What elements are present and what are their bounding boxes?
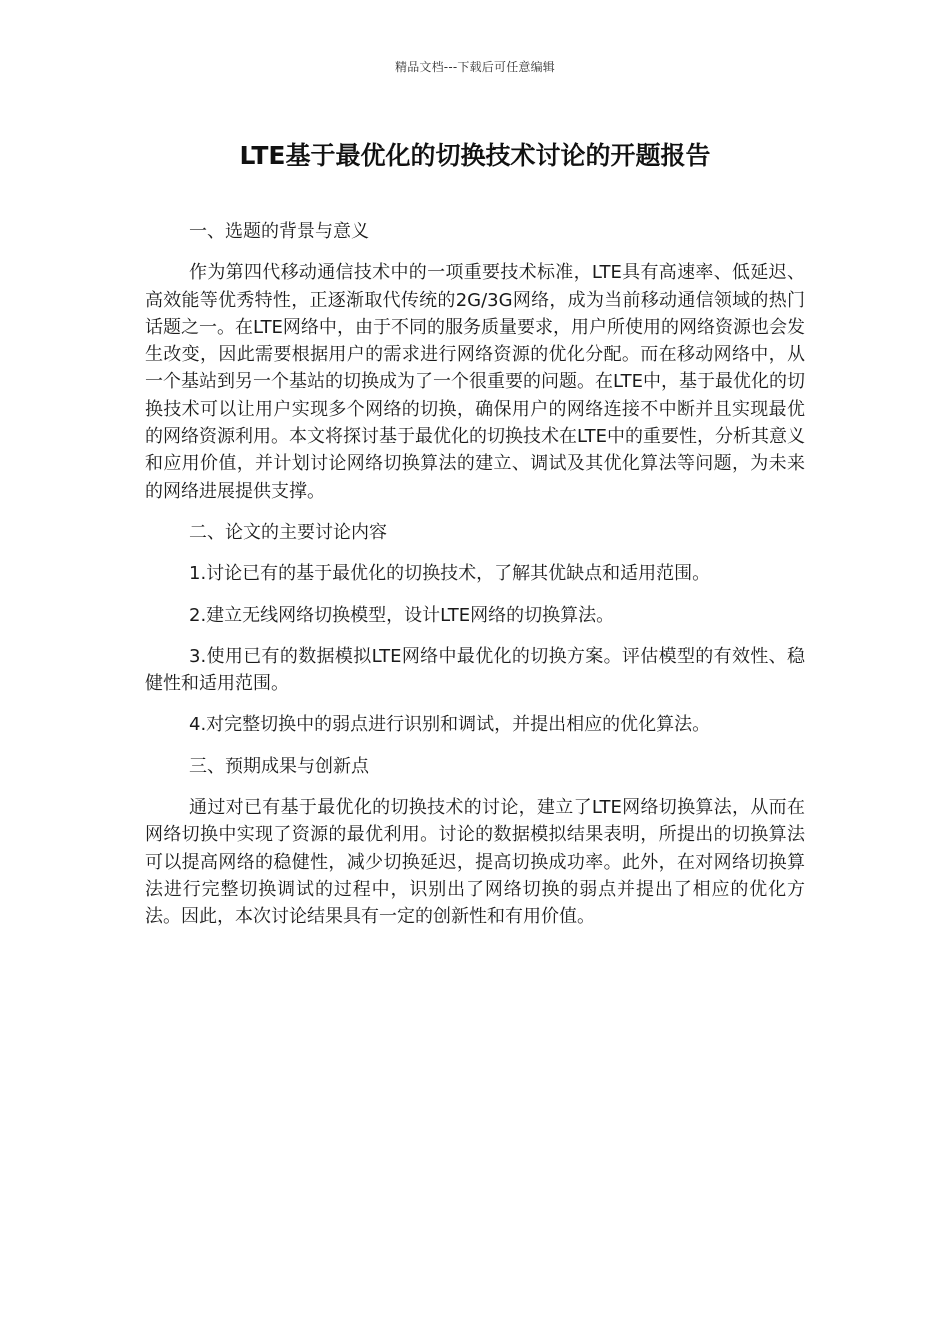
list-item-1: 1.讨论已有的基于最优化的切换技术，了解其优缺点和适用范围。 bbox=[189, 563, 711, 585]
document-body bbox=[145, 218, 805, 945]
paragraph-results: 通过对已有基于最优化的切换技术的讨论，建立了LTE网络切换算法，从而在网络切换中实现了资源的最优利用。讨论的数据模拟结果表明，所提出的切换算法可以提高网络的稳健性，减少切换延迟，提高切换成功率。此外，在对网络切换算法进行完整切换调试的过程中，识别出了网络切换的弱点并提出了相应的优化方法。因此，本次讨论结果具有一定的创新性和有用价值。 bbox=[145, 797, 805, 928]
section-heading-background: 一、选题的背景与意义 bbox=[189, 221, 369, 242]
header-note: 精品文档---下载后可任意编辑 bbox=[395, 60, 555, 74]
list-item-2: 2.建立无线网络切换模型，设计LTE网络的切换算法。 bbox=[189, 604, 615, 626]
section-heading-main-content: 二、论文的主要讨论内容 bbox=[189, 521, 387, 543]
document-title: LTE基于最优化的切换技术讨论的开题报告 bbox=[239, 141, 711, 170]
list-item-3: 3.使用已有的数据模拟LTE网络中最优化的切换方案。评估模型的有效性、稳健性和适用范围。 bbox=[145, 645, 805, 695]
section-heading-results: 三、预期成果与创新点 bbox=[189, 755, 369, 777]
paragraph-background: 作为第四代移动通信技术中的一项重要技术标准，LTE具有高速率、低延迟、高效能等优秀特性，正逐渐取代传统的2G/3G网络，成为当前移动通信领域的热门话题之一。在LTE网络中，由于不同的服务质量要求，用户所使用的网络资源也会发生改变，因此需要根据用户的需求进行网络资源的优化分配。而在移动网络中，从一个基站到另一个基站的切换成为了一个很重要的问题。在LTE中，基于最优化的切换技术可以让用户实现多个网络的切换，确保用户的网络连接不中断并且实现最优的网络资源利用。本文将探讨基于最优化的切换技术在LTE中的重要性，分析其意义和应用价值，并计划讨论网络切换算法的建立、调试及其优化算法等问题，为未来的网络进展提供支撑。 bbox=[145, 262, 805, 502]
list-item-4: 4.对完整切换中的弱点进行识别和调试，并提出相应的优化算法。 bbox=[189, 714, 711, 736]
